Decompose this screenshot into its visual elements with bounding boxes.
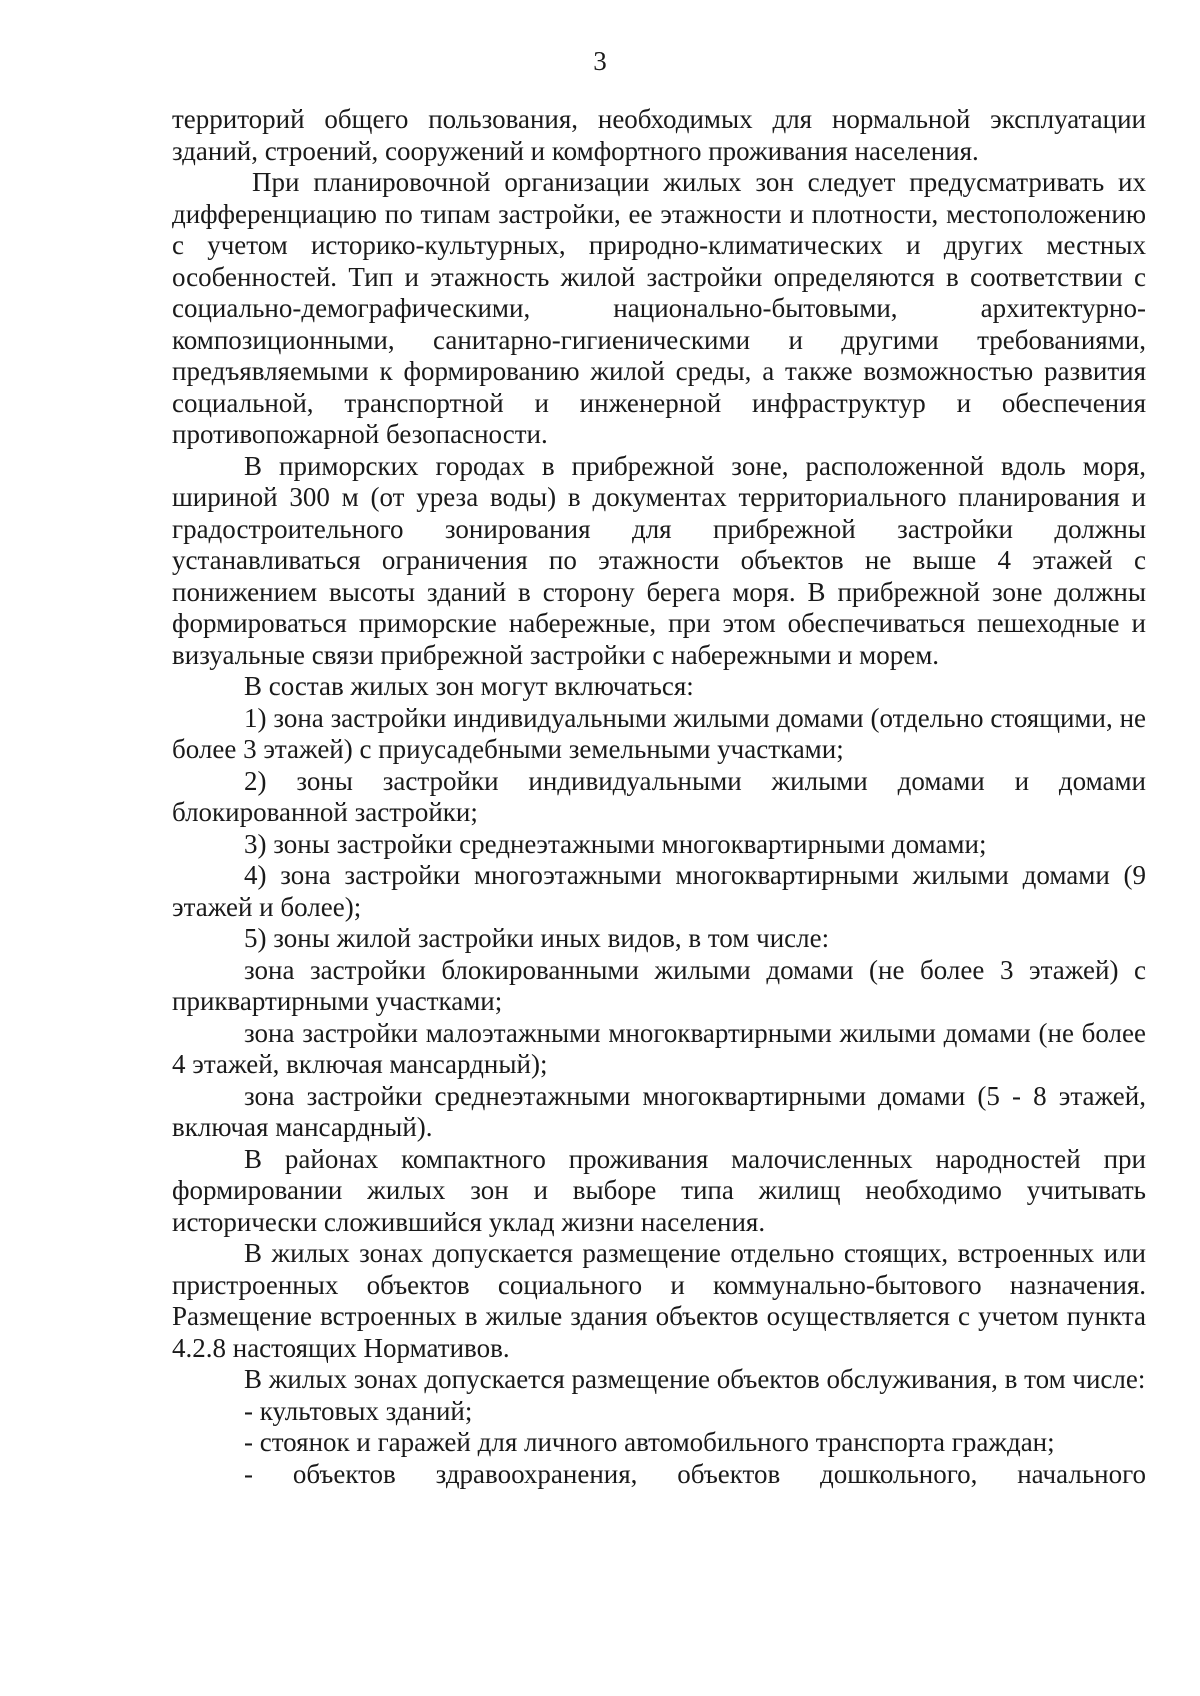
paragraph-zoning-differentiation: При планировочной организации жилых зон следует предусматривать их дифференциацию по типам застройки, ее этажности и плотности, местоположению с учетом историко-культурных, природно-климатических и других местных особенностей. Тип и этажность жилой застройки определяются в соответствии с социально-демографическими, национально-бытовыми, архитектурно-композиционными, санитарно-гигиеническими и другими требованиями, предъявляемыми к формированию жилой среды, а также возможностью развития социальной, транспортной и инженерной инфраструктур и обеспечения противопожарной безопасности. — [172, 167, 1146, 449]
list-item-3: 3) зоны застройки среднеэтажными многоквартирными домами; — [244, 828, 987, 859]
sub-item-low-rise: зона застройки малоэтажными многоквартирными жилыми домами (не более 4 этажей, включая мансардный); — [172, 1017, 1146, 1079]
sub-item-mid-rise: зона застройки среднеэтажными многоквартирными домами (5 - 8 этажей, включая мансардный). — [172, 1080, 1146, 1142]
list-item-1: 1) зона застройки индивидуальными жилыми домами (отдельно стоящими, не более 3 этажей) с приусадебными земельными участками; — [172, 702, 1146, 764]
list-item-5: 5) зоны жилой застройки иных видов, в том числе: — [244, 923, 830, 953]
paragraph-service-objects: В жилых зонах допускается размещение объектов обслуживания, в том числе: — [244, 1364, 1146, 1394]
paragraph-coastal-zone: В приморских городах в прибрежной зоне, расположенной вдоль моря, шириной 300 м (от уреза воды) в документах территориального планирования и градостроительного зонирования для прибрежной застройки должны устанавливаться ограничения по этажности объектов не выше 4 этажей с понижением высоты зданий в сторону берега моря. В прибрежной зоне должны формироваться приморские набережные, при этом обеспечиваться пешеходные и визуальные связи прибрежной застройки с набережными и морем. — [172, 450, 1146, 670]
dash-item-healthcare: - объектов здравоохранения, объектов дошкольного, начального — [244, 1458, 1146, 1489]
paragraph-small-peoples: В районах компактного проживания малочисленных народностей при формировании жилых зон и выборе типа жилищ необходимо учитывать исторически сложившийся уклад жизни населения. — [172, 1143, 1146, 1237]
dash-item-religious: - культовых зданий; — [244, 1395, 473, 1426]
paragraph-social-objects: В жилых зонах допускается размещение отдельно стоящих, встроенных или пристроенных объектов социального и коммунально-бытового назначения. Размещение встроенных в жилые здания объектов осуществляется с учетом пункта 4.2.8 настоящих Нормативов. — [172, 1238, 1146, 1363]
list-item-2: 2) зоны застройки индивидуальными жилыми домами и домами блокированной застройки; — [172, 765, 1146, 827]
paragraph-zone-composition: В состав жилых зон могут включаться: — [244, 671, 694, 701]
dash-item-parking: - стоянок и гаражей для личного автомобильного транспорта граждан; — [244, 1427, 1055, 1457]
list-item-4: 4) зона застройки многоэтажными многоквартирными жилыми домами (9 этажей и более); — [172, 860, 1146, 922]
document-body — [172, 104, 1146, 1490]
sub-item-blocked-houses: зона застройки блокированными жилыми домами (не более 3 этажей) с приквартирными участками; — [172, 954, 1146, 1016]
page-number: 3 — [593, 46, 607, 76]
paragraph-continuation: территорий общего пользования, необходимых для нормальной эксплуатации зданий, строений, сооружений и комфортного проживания населения. — [172, 104, 1146, 166]
